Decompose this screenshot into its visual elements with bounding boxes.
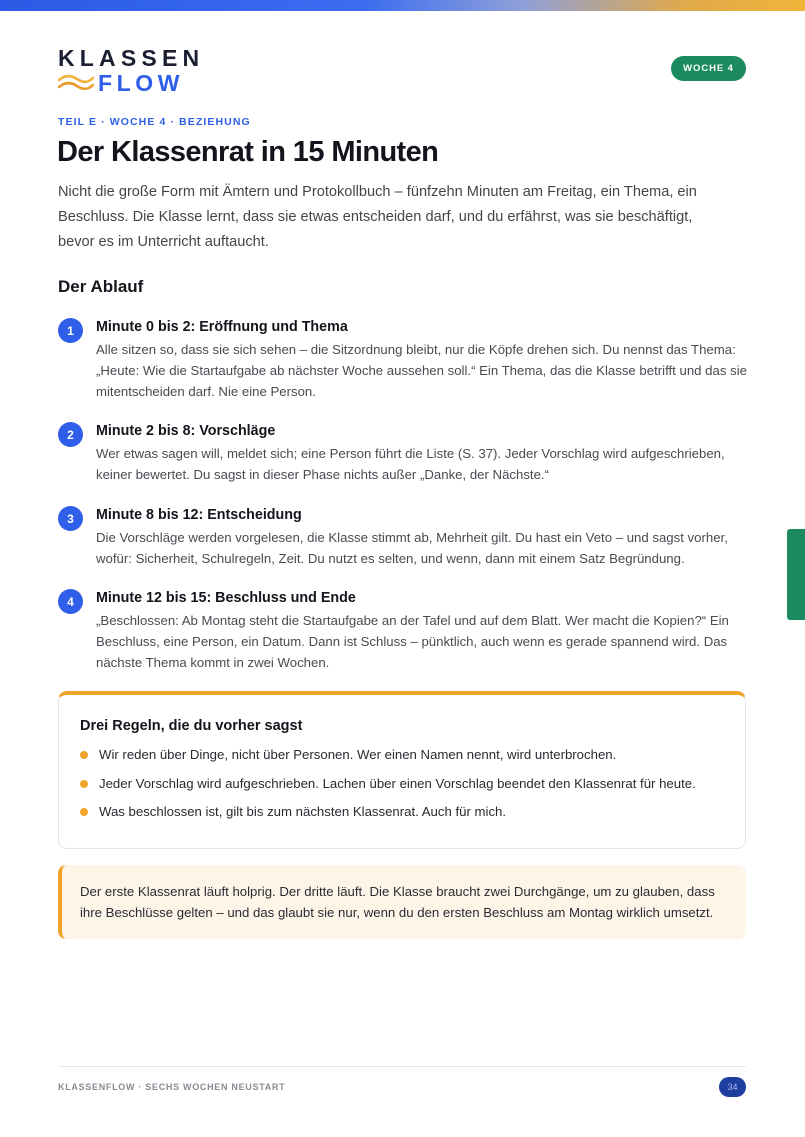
footer-text: KLASSENFLOW · SECHS WOCHEN NEUSTART [58,1082,286,1092]
rules-list [80,745,730,831]
step-number-badge: 3 [58,506,83,531]
step-text: Wer etwas sagen will, meldet sich; eine Person führt die Liste (S. 37). Jeder Vorschlag wird aufgeschrieben, keiner bewertet. Du sagst in dieser Phase nichts außer „Danke, der Nächste.“ [96,446,725,482]
list-item [80,774,730,793]
step-title: Minute 0 bis 2: Eröffnung und Thema [96,319,348,335]
page-number-badge: 34 [719,1077,746,1097]
step-text: Die Vorschläge werden vorgelesen, die Klasse stimmt ab, Mehrheit gilt. Du hast ein Veto – und sagst vorher, wofür: Sicherheit, Schulregeln, Zeit. Du nutzt es selten, und wenn, dann mit einem Satz Begründung. [96,530,728,566]
chapter-side-tab [787,529,805,620]
footer-divider [58,1066,746,1067]
bullet-dot-icon [80,808,88,816]
logo-wordmark-bottom: FLOW [98,70,185,96]
step-text: „Beschlossen: Ab Montag steht die Startaufgabe an der Tafel und auf dem Blatt. Wer macht die Kopien?“ Ein Beschluss, eine Person, ein Datum. Dann ist Schluss – pünktlich, auch wenn es gerade spannend wird. Das nächste Thema kommt in zwei Wochen. [96,613,729,670]
step-number-badge: 4 [58,589,83,614]
section-heading: Der Ablauf [58,277,144,296]
page-title: Der Klassenrat in 15 Minuten [57,136,439,168]
top-gradient-bar [0,0,805,11]
week-badge: WOCHE 4 [671,56,746,81]
intro-paragraph: Nicht die große Form mit Ämtern und Protokollbuch – fünfzehn Minuten am Freitag, ein Thema, ein Beschluss. Die Klasse lernt, dass sie etwas entscheiden darf, und du erfährst, was sie beschäftigt, bevor es im Unterricht auftaucht. [58,184,697,250]
step-text: Alle sitzen so, dass sie sich sehen – die Sitzordnung bleibt, nur die Köpfe drehen sich. Du nennst das Thema: „Heute: Wie die Startaufgabe ab nächster Woche aussehen soll.“ Ein Thema, das die Klasse betrifft und das sie mitentscheiden darf. Nie eine Person. [96,342,747,399]
rules-box [58,691,746,849]
step-title: Minute 2 bis 8: Vorschläge [96,423,276,439]
step-number-badge: 1 [58,318,83,343]
step-title: Minute 8 bis 12: Entscheidung [96,507,302,523]
rule-text: Jeder Vorschlag wird aufgeschrieben. Lachen über einen Vorschlag beendet den Klassenrat für heute. [99,775,696,791]
list-item [80,802,730,821]
step-title: Minute 12 bis 15: Beschluss und Ende [96,590,356,606]
step-number-badge: 2 [58,422,83,447]
section-eyebrow: TEIL E · WOCHE 4 · BEZIEHUNG [58,116,251,128]
rule-text: Wir reden über Dinge, nicht über Personen. Wer einen Namen nennt, wird unterbrochen. [99,747,617,762]
list-item [80,745,730,764]
tip-text: Der erste Klassenrat läuft holprig. Der dritte läuft. Die Klasse braucht zwei Durchgänge, um zu glauben, dass ihre Beschlüsse gelten – und das glaubt sie nur, wenn du den ersten Beschluss am Montag wirklich umsetzt. [80,884,715,920]
rule-text: Was beschlossen ist, gilt bis zum nächsten Klassenrat. Auch für mich. [99,804,507,819]
klassenflow-logo [58,45,205,97]
wave-icon [58,73,94,93]
tip-callout [58,865,746,939]
bullet-dot-icon [80,780,88,788]
bullet-dot-icon [80,751,88,759]
logo-wordmark-top: KLASSEN [58,45,205,71]
rules-title: Drei Regeln, die du vorher sagst [80,718,303,734]
